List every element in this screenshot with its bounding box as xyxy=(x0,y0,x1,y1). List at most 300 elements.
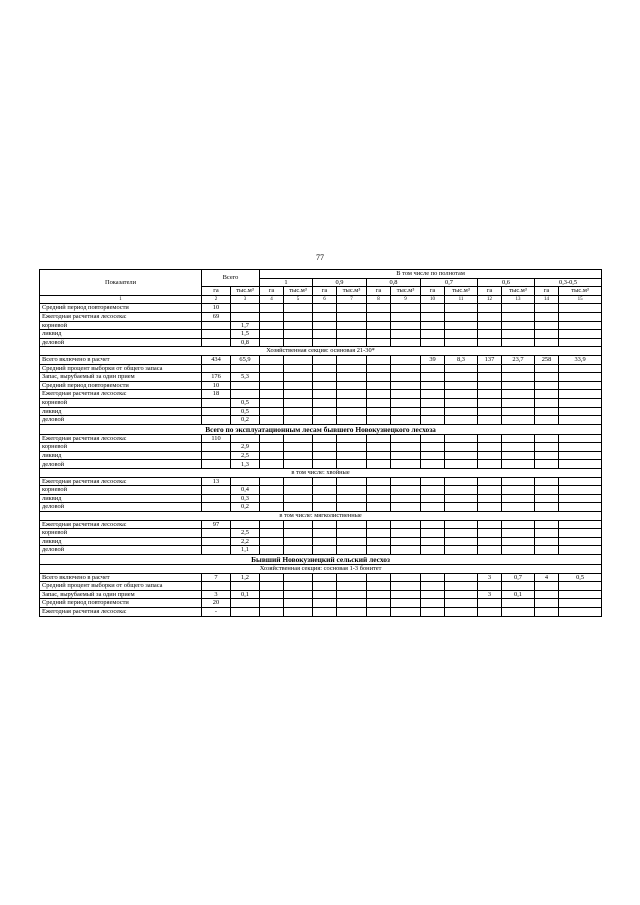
row-label: Всего включено в расчет xyxy=(40,355,202,364)
table-cell xyxy=(478,486,502,495)
table-cell xyxy=(202,529,231,538)
table-cell xyxy=(502,503,535,512)
indicators-header: Показатели xyxy=(40,270,202,296)
table-cell xyxy=(260,520,284,529)
table-cell xyxy=(284,321,313,330)
section-heading-row xyxy=(40,565,602,574)
table-cell xyxy=(284,451,313,460)
table-cell xyxy=(260,434,284,443)
table-cell xyxy=(367,537,391,546)
table-cell xyxy=(421,460,445,469)
table-row xyxy=(40,355,602,364)
table-cell xyxy=(284,599,313,608)
table-cell xyxy=(367,607,391,616)
table-cell xyxy=(478,537,502,546)
table-cell xyxy=(559,520,602,529)
table-cell xyxy=(367,529,391,538)
table-cell xyxy=(535,590,559,599)
table-cell xyxy=(502,607,535,616)
table-cell xyxy=(284,582,313,591)
column-number: 11 xyxy=(445,295,478,304)
table-row xyxy=(40,599,602,608)
row-label: Средний период повторяемости xyxy=(40,381,202,390)
table-cell: 2,5 xyxy=(231,451,260,460)
table-cell xyxy=(284,537,313,546)
table-row xyxy=(40,529,602,538)
table-cell xyxy=(421,503,445,512)
table-cell xyxy=(445,416,478,425)
table-row xyxy=(40,582,602,591)
table-row xyxy=(40,304,602,313)
table-cell xyxy=(445,607,478,616)
table-cell xyxy=(421,546,445,555)
table-cell xyxy=(502,407,535,416)
table-cell xyxy=(559,599,602,608)
table-cell xyxy=(445,573,478,582)
table-cell xyxy=(478,503,502,512)
table-cell xyxy=(337,416,367,425)
table-cell xyxy=(284,494,313,503)
table-cell xyxy=(478,451,502,460)
table-cell xyxy=(367,390,391,399)
table-cell: 0,5 xyxy=(231,407,260,416)
table-cell xyxy=(231,520,260,529)
table-cell xyxy=(502,312,535,321)
table-cell xyxy=(367,582,391,591)
table-cell xyxy=(502,486,535,495)
table-cell xyxy=(421,443,445,452)
table-cell xyxy=(284,355,313,364)
table-cell xyxy=(367,381,391,390)
table-cell xyxy=(202,416,231,425)
table-cell xyxy=(559,321,602,330)
table-cell xyxy=(421,416,445,425)
table-cell xyxy=(260,381,284,390)
table-cell xyxy=(535,546,559,555)
row-label: Ежегодная расчетная лесосека: xyxy=(40,520,202,529)
table-cell xyxy=(260,599,284,608)
table-cell xyxy=(478,520,502,529)
table-cell xyxy=(337,477,367,486)
table-row xyxy=(40,373,602,382)
table-cell: 0,1 xyxy=(231,590,260,599)
table-cell xyxy=(337,304,367,313)
table-cell xyxy=(559,486,602,495)
column-number: 5 xyxy=(284,295,313,304)
table-cell: 39 xyxy=(421,355,445,364)
table-cell xyxy=(231,582,260,591)
group-heading-row xyxy=(40,555,602,565)
group-heading: Всего по эксплуатационным лесам бывшего Новокузнецкого лесхоза xyxy=(40,424,602,434)
table-cell xyxy=(284,330,313,339)
table-row xyxy=(40,573,602,582)
table-cell xyxy=(535,312,559,321)
table-cell xyxy=(367,338,391,347)
table-cell xyxy=(535,486,559,495)
table-cell xyxy=(337,443,367,452)
table-cell xyxy=(313,520,337,529)
table-cell xyxy=(445,477,478,486)
table-cell xyxy=(559,312,602,321)
table-cell xyxy=(445,312,478,321)
table-cell xyxy=(284,312,313,321)
table-cell xyxy=(391,321,421,330)
table-cell xyxy=(445,304,478,313)
table-cell xyxy=(445,460,478,469)
table-cell xyxy=(391,520,421,529)
row-label: ликвид xyxy=(40,407,202,416)
table-cell xyxy=(421,338,445,347)
table-body xyxy=(40,304,602,616)
table-cell xyxy=(445,390,478,399)
table-cell xyxy=(535,381,559,390)
table-cell xyxy=(337,390,367,399)
table-cell xyxy=(391,304,421,313)
table-cell: 0,4 xyxy=(231,486,260,495)
table-cell xyxy=(260,529,284,538)
table-cell xyxy=(367,364,391,373)
table-cell xyxy=(284,338,313,347)
table-cell xyxy=(260,443,284,452)
table-cell xyxy=(391,398,421,407)
table-cell xyxy=(535,451,559,460)
density-group-header: 0,8 xyxy=(367,278,421,287)
table-cell xyxy=(313,537,337,546)
table-cell xyxy=(445,407,478,416)
table-cell xyxy=(559,381,602,390)
table-cell xyxy=(559,607,602,616)
table-cell xyxy=(445,529,478,538)
row-label: корневой xyxy=(40,321,202,330)
table-cell xyxy=(337,599,367,608)
row-label: Средний процент выборки от общего запаса xyxy=(40,364,202,373)
table-cell xyxy=(367,573,391,582)
table-cell xyxy=(391,416,421,425)
table-cell xyxy=(535,321,559,330)
table-cell xyxy=(391,451,421,460)
table-cell xyxy=(284,398,313,407)
table-cell xyxy=(260,573,284,582)
table-cell: 10 xyxy=(202,304,231,313)
allowable-cut-table xyxy=(39,269,602,617)
table-cell xyxy=(421,573,445,582)
table-cell xyxy=(559,537,602,546)
table-cell xyxy=(260,312,284,321)
table-cell xyxy=(313,494,337,503)
column-number: 7 xyxy=(337,295,367,304)
density-group-header: 0,7 xyxy=(421,278,478,287)
table-row xyxy=(40,312,602,321)
table-cell xyxy=(367,416,391,425)
unit-ha-header: га xyxy=(421,287,445,296)
unit-ha-header: га xyxy=(260,287,284,296)
table-cell xyxy=(535,304,559,313)
row-label: деловой xyxy=(40,546,202,555)
page-number: 77 xyxy=(316,253,324,262)
table-cell xyxy=(260,330,284,339)
table-cell: 1,3 xyxy=(231,460,260,469)
table-cell xyxy=(231,477,260,486)
table-cell xyxy=(337,546,367,555)
table-cell: 110 xyxy=(202,434,231,443)
table-cell xyxy=(559,390,602,399)
table-cell xyxy=(445,503,478,512)
table-cell xyxy=(391,381,421,390)
table-cell xyxy=(313,390,337,399)
table-cell xyxy=(367,503,391,512)
table-cell xyxy=(478,529,502,538)
table-cell: 0,8 xyxy=(231,338,260,347)
table-cell: 258 xyxy=(535,355,559,364)
table-cell: 10 xyxy=(202,381,231,390)
table-cell xyxy=(337,573,367,582)
table-cell: 65,9 xyxy=(231,355,260,364)
column-number: 15 xyxy=(559,295,602,304)
column-number: 1 xyxy=(40,295,202,304)
table-cell xyxy=(367,304,391,313)
table-cell xyxy=(445,434,478,443)
table-cell xyxy=(231,390,260,399)
row-label: деловой xyxy=(40,416,202,425)
table-cell xyxy=(313,573,337,582)
table-cell: 4 xyxy=(535,573,559,582)
table-cell: 176 xyxy=(202,373,231,382)
table-cell xyxy=(421,390,445,399)
table-cell xyxy=(313,373,337,382)
table-cell xyxy=(337,451,367,460)
table-cell xyxy=(445,381,478,390)
table-cell xyxy=(313,582,337,591)
table-cell xyxy=(367,477,391,486)
table-cell xyxy=(502,321,535,330)
table-cell xyxy=(502,416,535,425)
row-label: деловой xyxy=(40,460,202,469)
table-cell xyxy=(535,390,559,399)
table-cell xyxy=(391,477,421,486)
table-cell xyxy=(260,494,284,503)
table-cell xyxy=(367,312,391,321)
table-cell xyxy=(284,443,313,452)
table-cell xyxy=(478,338,502,347)
section-heading: в том числе: хвойные xyxy=(40,469,602,478)
table-cell xyxy=(445,599,478,608)
table-cell xyxy=(559,477,602,486)
table-cell xyxy=(337,529,367,538)
table-row xyxy=(40,443,602,452)
table-cell xyxy=(391,546,421,555)
table-cell xyxy=(535,529,559,538)
table-cell xyxy=(367,486,391,495)
table-cell xyxy=(535,434,559,443)
table-cell xyxy=(284,304,313,313)
density-group-header: 1 xyxy=(260,278,313,287)
table-cell xyxy=(202,494,231,503)
column-number: 12 xyxy=(478,295,502,304)
table-cell xyxy=(367,434,391,443)
table-cell: 13 xyxy=(202,477,231,486)
table-cell xyxy=(337,364,367,373)
table-cell xyxy=(535,607,559,616)
table-cell xyxy=(559,546,602,555)
table-cell xyxy=(367,443,391,452)
table-cell xyxy=(502,398,535,407)
table-cell: - xyxy=(202,607,231,616)
table-cell xyxy=(535,364,559,373)
table-cell xyxy=(445,486,478,495)
table-cell xyxy=(284,373,313,382)
table-cell: 0,3 xyxy=(231,494,260,503)
by-density-header: В том числе по полнотам xyxy=(260,270,602,279)
table-cell xyxy=(313,607,337,616)
table-row xyxy=(40,364,602,373)
table-cell xyxy=(421,537,445,546)
table-cell xyxy=(284,390,313,399)
table-cell xyxy=(313,546,337,555)
table-cell xyxy=(313,477,337,486)
table-row xyxy=(40,537,602,546)
table-cell xyxy=(337,434,367,443)
table-row xyxy=(40,607,602,616)
table-cell xyxy=(559,451,602,460)
table-cell xyxy=(478,546,502,555)
table-cell xyxy=(337,537,367,546)
table-cell xyxy=(202,321,231,330)
row-label: Средний период повторяемости xyxy=(40,599,202,608)
table-cell xyxy=(260,398,284,407)
table-cell xyxy=(260,460,284,469)
table-cell xyxy=(367,373,391,382)
table-cell: 0,2 xyxy=(231,503,260,512)
table-cell xyxy=(502,451,535,460)
table-cell xyxy=(421,582,445,591)
table-cell xyxy=(559,590,602,599)
section-heading: Хозяйственная секция: осиновая 21-30* xyxy=(40,347,602,356)
table-cell xyxy=(202,398,231,407)
unit-volume-header: тыс.м³ xyxy=(559,287,602,296)
table-cell xyxy=(535,398,559,407)
table-cell: 434 xyxy=(202,355,231,364)
table-cell xyxy=(231,381,260,390)
table-cell xyxy=(478,304,502,313)
row-label: Запас, вырубаемый за один прием xyxy=(40,373,202,382)
table-cell xyxy=(502,599,535,608)
table-cell xyxy=(337,338,367,347)
table-cell xyxy=(478,599,502,608)
table-cell xyxy=(478,477,502,486)
unit-ha-header: га xyxy=(535,287,559,296)
row-label: Запас, вырубаемый за один прием xyxy=(40,590,202,599)
table-cell xyxy=(391,407,421,416)
table-cell xyxy=(284,573,313,582)
section-heading-row xyxy=(40,512,602,521)
table-cell xyxy=(535,503,559,512)
row-label: корневой xyxy=(40,443,202,452)
row-label: деловой xyxy=(40,338,202,347)
table-cell xyxy=(478,312,502,321)
table-cell xyxy=(337,503,367,512)
table-cell xyxy=(337,373,367,382)
table-cell xyxy=(478,582,502,591)
table-cell xyxy=(313,398,337,407)
row-label: Средний процент выборки от общего запаса xyxy=(40,582,202,591)
table-cell xyxy=(421,520,445,529)
table-cell xyxy=(284,607,313,616)
table-cell xyxy=(421,373,445,382)
table-cell xyxy=(391,312,421,321)
table-cell xyxy=(391,582,421,591)
table-cell xyxy=(535,416,559,425)
table-cell xyxy=(478,460,502,469)
table-row xyxy=(40,398,602,407)
table-cell xyxy=(421,321,445,330)
table-cell xyxy=(502,338,535,347)
table-cell xyxy=(445,398,478,407)
table-cell xyxy=(337,494,367,503)
table-cell xyxy=(337,486,367,495)
table-cell xyxy=(478,330,502,339)
column-number: 10 xyxy=(421,295,445,304)
table-cell xyxy=(478,434,502,443)
table-cell xyxy=(535,494,559,503)
table-cell xyxy=(559,582,602,591)
table-row xyxy=(40,486,602,495)
table-row xyxy=(40,390,602,399)
table-cell xyxy=(535,520,559,529)
table-row xyxy=(40,520,602,529)
table-cell xyxy=(367,520,391,529)
table-cell xyxy=(478,416,502,425)
column-number: 13 xyxy=(502,295,535,304)
table-cell xyxy=(231,434,260,443)
table-cell xyxy=(260,590,284,599)
unit-ha-header: га xyxy=(313,287,337,296)
row-label: Ежегодная расчетная лесосека: xyxy=(40,607,202,616)
table-cell xyxy=(535,338,559,347)
table-cell xyxy=(367,460,391,469)
table-cell xyxy=(260,486,284,495)
table-cell xyxy=(421,494,445,503)
table-cell xyxy=(260,355,284,364)
table-cell: 2,5 xyxy=(231,529,260,538)
table-row xyxy=(40,330,602,339)
table-cell xyxy=(535,537,559,546)
table-cell xyxy=(502,443,535,452)
table-cell xyxy=(445,338,478,347)
row-label: ликвид xyxy=(40,537,202,546)
table-cell xyxy=(502,373,535,382)
table-row xyxy=(40,494,602,503)
table-cell xyxy=(535,460,559,469)
table-cell xyxy=(284,407,313,416)
table-cell: 0,5 xyxy=(231,398,260,407)
row-label: ликвид xyxy=(40,451,202,460)
table-cell xyxy=(202,503,231,512)
table-cell xyxy=(445,321,478,330)
table-cell xyxy=(367,451,391,460)
table-cell xyxy=(445,537,478,546)
table-cell xyxy=(502,529,535,538)
table-cell xyxy=(260,338,284,347)
table-cell xyxy=(391,364,421,373)
table-cell xyxy=(202,338,231,347)
density-group-header: 0,9 xyxy=(313,278,367,287)
table-cell xyxy=(421,590,445,599)
table-cell xyxy=(478,407,502,416)
table-row xyxy=(40,321,602,330)
table-cell xyxy=(391,494,421,503)
group-heading: Бывший Новокузнецкий сельский лесхоз xyxy=(40,555,602,565)
table-cell xyxy=(337,312,367,321)
